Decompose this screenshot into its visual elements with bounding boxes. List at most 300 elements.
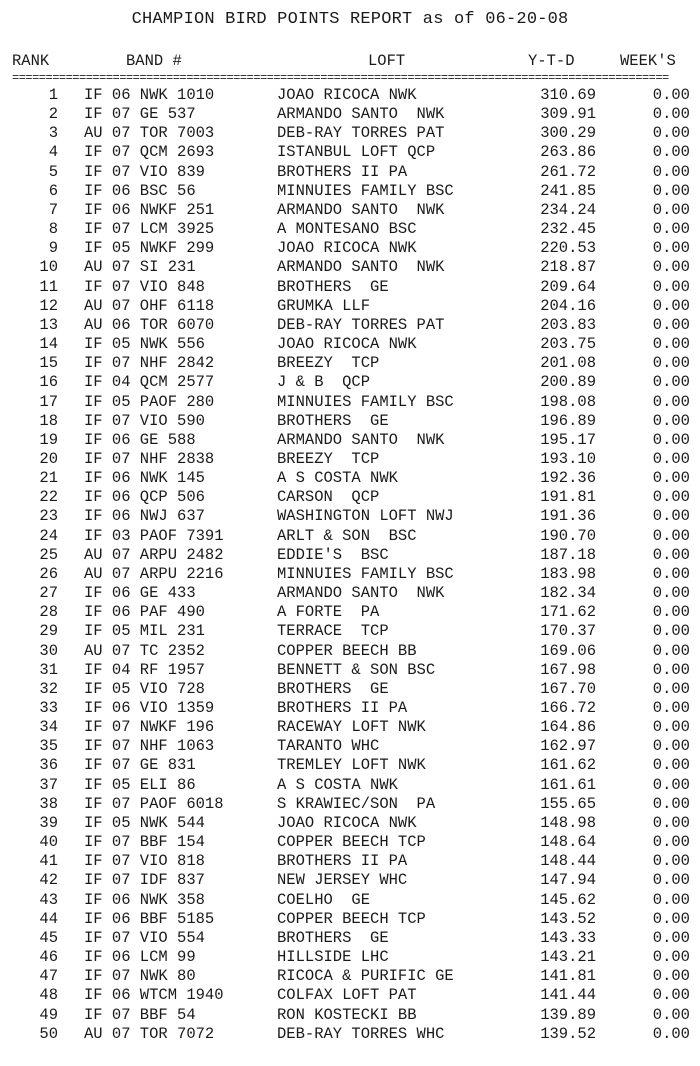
cell-week: 0.00 bbox=[652, 622, 690, 641]
table-row bbox=[0, 124, 700, 143]
cell-band: IF 07 NWK 80 bbox=[84, 967, 196, 986]
header-band: BAND # bbox=[126, 52, 182, 70]
cell-week: 0.00 bbox=[652, 890, 690, 909]
cell-week: 0.00 bbox=[652, 200, 690, 219]
cell-loft: ARMANDO SANTO NWK bbox=[277, 200, 445, 219]
cell-week: 0.00 bbox=[652, 392, 690, 411]
cell-band: IF 05 ELI 86 bbox=[84, 775, 196, 794]
table-row bbox=[0, 469, 700, 488]
cell-loft: BROTHERS II PA bbox=[277, 162, 408, 181]
cell-loft: BROTHERS GE bbox=[277, 277, 389, 296]
cell-band: IF 07 BBF 54 bbox=[84, 1005, 196, 1024]
table-row bbox=[0, 833, 700, 852]
cell-week: 0.00 bbox=[652, 181, 690, 200]
cell-rank: 38 bbox=[39, 794, 58, 813]
cell-loft: ARMANDO SANTO NWK bbox=[277, 430, 445, 449]
cell-loft: A FORTE PA bbox=[277, 603, 380, 622]
cell-loft: JOAO RICOCA NWK bbox=[277, 86, 417, 104]
cell-rank: 29 bbox=[39, 622, 58, 641]
cell-loft: DEB-RAY TORRES WHC bbox=[277, 1024, 445, 1043]
cell-band: IF 06 BBF 5185 bbox=[84, 909, 215, 928]
cell-loft: COPPER BEECH BB bbox=[277, 641, 417, 660]
cell-ytd: 187.18 bbox=[540, 545, 596, 564]
cell-loft: RICOCA & PURIFIC GE bbox=[277, 967, 454, 986]
cell-week: 0.00 bbox=[652, 679, 690, 698]
cell-band: IF 06 VIO 1359 bbox=[84, 699, 215, 717]
cell-week: 0.00 bbox=[652, 162, 690, 181]
cell-week: 0.00 bbox=[652, 967, 690, 986]
cell-rank: 26 bbox=[39, 564, 58, 583]
cell-rank: 31 bbox=[39, 660, 58, 679]
table-row bbox=[0, 163, 700, 182]
cell-week: 0.00 bbox=[652, 124, 690, 143]
cell-rank: 41 bbox=[39, 852, 58, 871]
cell-week: 0.00 bbox=[652, 603, 690, 622]
cell-ytd: 148.44 bbox=[540, 852, 596, 871]
cell-loft: BROTHERS GE bbox=[277, 928, 389, 947]
cell-loft: GRUMKA LLF bbox=[277, 296, 371, 315]
cell-rank: 39 bbox=[39, 813, 58, 832]
table-row bbox=[0, 603, 700, 622]
cell-rank: 27 bbox=[39, 584, 58, 603]
cell-rank: 50 bbox=[39, 1024, 58, 1043]
column-headers bbox=[0, 52, 700, 72]
cell-ytd: 139.52 bbox=[540, 1024, 596, 1043]
cell-week: 0.00 bbox=[652, 584, 690, 603]
cell-band: IF 05 NWKF 299 bbox=[84, 239, 215, 258]
cell-rank: 46 bbox=[39, 948, 58, 967]
cell-ytd: 171.62 bbox=[540, 603, 596, 622]
cell-loft: A S COSTA NWK bbox=[277, 469, 398, 488]
cell-rank: 18 bbox=[39, 411, 58, 430]
cell-loft: ARMANDO SANTO NWK bbox=[277, 258, 445, 277]
cell-rank: 44 bbox=[39, 909, 58, 928]
cell-loft: EDDIE'S BSC bbox=[277, 545, 389, 564]
cell-loft: COPPER BEECH TCP bbox=[277, 909, 426, 928]
header-rank: RANK bbox=[12, 52, 50, 70]
cell-band: IF 07 VIO 848 bbox=[84, 277, 205, 296]
table-row bbox=[0, 220, 700, 239]
cell-rank: 25 bbox=[39, 545, 58, 564]
table-row bbox=[0, 622, 700, 641]
cell-ytd: 191.81 bbox=[540, 488, 596, 507]
cell-band: IF 06 WTCM 1940 bbox=[84, 986, 224, 1005]
cell-rank: 15 bbox=[39, 354, 58, 373]
cell-band: IF 03 PAOF 7391 bbox=[84, 526, 224, 545]
cell-rank: 48 bbox=[39, 986, 58, 1005]
cell-loft: BROTHERS GE bbox=[277, 411, 389, 430]
cell-rank: 47 bbox=[39, 967, 58, 986]
cell-week: 0.00 bbox=[652, 258, 690, 277]
cell-band: AU 07 TC 2352 bbox=[84, 641, 205, 660]
cell-ytd: 191.36 bbox=[540, 507, 596, 526]
cell-rank: 20 bbox=[39, 449, 58, 468]
cell-ytd: 162.97 bbox=[540, 737, 596, 756]
cell-loft: BROTHERS II PA bbox=[277, 699, 408, 717]
cell-rank: 19 bbox=[39, 430, 58, 449]
report-title: CHAMPION BIRD POINTS REPORT as of 06-20-08 bbox=[131, 10, 569, 29]
cell-rank: 22 bbox=[39, 488, 58, 507]
cell-rank: 30 bbox=[39, 641, 58, 660]
cell-rank: 7 bbox=[48, 200, 58, 219]
cell-ytd: 155.65 bbox=[540, 794, 596, 813]
cell-loft: MINNUIES FAMILY BSC bbox=[277, 392, 454, 411]
cell-ytd: 141.44 bbox=[540, 986, 596, 1005]
cell-ytd: 234.24 bbox=[540, 200, 596, 219]
table-row bbox=[0, 527, 700, 546]
cell-ytd: 196.89 bbox=[540, 411, 596, 430]
cell-loft: CARSON QCP bbox=[277, 488, 380, 507]
cell-rank: 5 bbox=[48, 162, 58, 181]
cell-week: 0.00 bbox=[652, 411, 690, 430]
cell-ytd: 198.08 bbox=[540, 392, 596, 411]
cell-rank: 49 bbox=[39, 1005, 58, 1024]
table-row bbox=[0, 852, 700, 871]
cell-band: IF 07 NWKF 196 bbox=[84, 718, 215, 737]
header-ytd: Y-T-D bbox=[528, 52, 575, 70]
cell-rank: 33 bbox=[39, 699, 58, 717]
cell-week: 0.00 bbox=[652, 852, 690, 871]
table-row bbox=[0, 948, 700, 967]
table-row bbox=[0, 143, 700, 162]
cell-rank: 35 bbox=[39, 737, 58, 756]
cell-loft: BREEZY TCP bbox=[277, 449, 380, 468]
cell-rank: 45 bbox=[39, 928, 58, 947]
cell-ytd: 166.72 bbox=[540, 699, 596, 717]
cell-rank: 9 bbox=[48, 239, 58, 258]
cell-rank: 43 bbox=[39, 890, 58, 909]
cell-ytd: 148.98 bbox=[540, 813, 596, 832]
cell-band: IF 05 NWK 544 bbox=[84, 813, 205, 832]
cell-ytd: 143.21 bbox=[540, 948, 596, 967]
cell-ytd: 143.33 bbox=[540, 928, 596, 947]
cell-loft: DEB-RAY TORRES PAT bbox=[277, 124, 445, 143]
table-row bbox=[0, 354, 700, 373]
cell-band: AU 07 ARPU 2216 bbox=[84, 564, 224, 583]
table-row bbox=[0, 756, 700, 775]
cell-week: 0.00 bbox=[652, 794, 690, 813]
cell-rank: 3 bbox=[48, 124, 58, 143]
cell-band: AU 07 ARPU 2482 bbox=[84, 545, 224, 564]
cell-week: 0.00 bbox=[652, 277, 690, 296]
cell-rank: 28 bbox=[39, 603, 58, 622]
cell-loft: BREEZY TCP bbox=[277, 354, 380, 373]
cell-band: IF 04 RF 1957 bbox=[84, 660, 205, 679]
table-row bbox=[0, 891, 700, 910]
cell-rank: 36 bbox=[39, 756, 58, 775]
cell-ytd: 218.87 bbox=[540, 258, 596, 277]
cell-rank: 2 bbox=[48, 105, 58, 124]
cell-band: IF 06 NWKF 251 bbox=[84, 200, 215, 219]
table-row bbox=[0, 680, 700, 699]
cell-band: IF 06 QCP 506 bbox=[84, 488, 205, 507]
table-row bbox=[0, 776, 700, 795]
cell-ytd: 164.86 bbox=[540, 718, 596, 737]
cell-band: IF 07 VIO 590 bbox=[84, 411, 205, 430]
cell-band: IF 06 NWK 1010 bbox=[84, 86, 215, 104]
cell-week: 0.00 bbox=[652, 315, 690, 334]
table-row bbox=[0, 929, 700, 948]
cell-loft: COPPER BEECH TCP bbox=[277, 833, 426, 852]
table-row bbox=[0, 105, 700, 124]
cell-loft: JOAO RICOCA NWK bbox=[277, 239, 417, 258]
cell-band: IF 06 NWK 145 bbox=[84, 469, 205, 488]
cell-band: AU 07 SI 231 bbox=[84, 258, 196, 277]
cell-rank: 16 bbox=[39, 373, 58, 392]
table-row bbox=[0, 258, 700, 277]
table-row bbox=[0, 967, 700, 986]
cell-week: 0.00 bbox=[652, 86, 690, 104]
cell-rank: 13 bbox=[39, 315, 58, 334]
cell-band: IF 07 NHF 2842 bbox=[84, 354, 215, 373]
cell-rank: 10 bbox=[39, 258, 58, 277]
header-loft: LOFT bbox=[368, 52, 406, 70]
cell-band: IF 07 NHF 1063 bbox=[84, 737, 215, 756]
header-week: WEEK'S bbox=[620, 52, 676, 70]
cell-loft: WASHINGTON LOFT NWJ bbox=[277, 507, 454, 526]
cell-band: IF 06 NWK 358 bbox=[84, 890, 205, 909]
cell-loft: BROTHERS GE bbox=[277, 679, 389, 698]
table-row bbox=[0, 450, 700, 469]
cell-rank: 40 bbox=[39, 833, 58, 852]
cell-band: IF 07 GE 537 bbox=[84, 105, 196, 124]
table-row bbox=[0, 699, 700, 718]
cell-band: AU 07 OHF 6118 bbox=[84, 296, 215, 315]
cell-loft: ARLT & SON BSC bbox=[277, 526, 417, 545]
cell-week: 0.00 bbox=[652, 986, 690, 1005]
cell-week: 0.00 bbox=[652, 373, 690, 392]
cell-ytd: 204.16 bbox=[540, 296, 596, 315]
cell-week: 0.00 bbox=[652, 699, 690, 717]
cell-band: IF 07 IDF 837 bbox=[84, 871, 205, 890]
table-row bbox=[0, 642, 700, 661]
cell-ytd: 193.10 bbox=[540, 449, 596, 468]
cell-ytd: 170.37 bbox=[540, 622, 596, 641]
table-row bbox=[0, 431, 700, 450]
table-row bbox=[0, 546, 700, 565]
cell-band: IF 05 VIO 728 bbox=[84, 679, 205, 698]
cell-ytd: 169.06 bbox=[540, 641, 596, 660]
cell-ytd: 203.75 bbox=[540, 335, 596, 354]
cell-week: 0.00 bbox=[652, 507, 690, 526]
cell-ytd: 143.52 bbox=[540, 909, 596, 928]
cell-band: IF 06 NWJ 637 bbox=[84, 507, 205, 526]
cell-ytd: 261.72 bbox=[540, 162, 596, 181]
cell-loft: COELHO GE bbox=[277, 890, 371, 909]
cell-band: IF 05 PAOF 280 bbox=[84, 392, 215, 411]
cell-band: IF 07 VIO 818 bbox=[84, 852, 205, 871]
cell-loft: RACEWAY LOFT NWK bbox=[277, 718, 426, 737]
cell-loft: ISTANBUL LOFT QCP bbox=[277, 143, 436, 162]
cell-ytd: 300.29 bbox=[540, 124, 596, 143]
cell-loft: JOAO RICOCA NWK bbox=[277, 335, 417, 354]
table-row bbox=[0, 565, 700, 584]
cell-rank: 1 bbox=[48, 86, 58, 104]
table-row bbox=[0, 584, 700, 603]
cell-rank: 11 bbox=[39, 277, 58, 296]
cell-loft: BROTHERS II PA bbox=[277, 852, 408, 871]
cell-week: 0.00 bbox=[652, 909, 690, 928]
cell-loft: ARMANDO SANTO NWK bbox=[277, 584, 445, 603]
table-row bbox=[0, 1006, 700, 1025]
cell-loft: ARMANDO SANTO NWK bbox=[277, 105, 445, 124]
cell-band: IF 06 PAF 490 bbox=[84, 603, 205, 622]
table-row bbox=[0, 86, 700, 105]
cell-loft: TERRACE TCP bbox=[277, 622, 389, 641]
cell-week: 0.00 bbox=[652, 545, 690, 564]
cell-ytd: 200.89 bbox=[540, 373, 596, 392]
cell-loft: COLFAX LOFT PAT bbox=[277, 986, 417, 1005]
cell-ytd: 148.64 bbox=[540, 833, 596, 852]
table-row bbox=[0, 297, 700, 316]
cell-band: IF 04 QCM 2577 bbox=[84, 373, 215, 392]
cell-week: 0.00 bbox=[652, 660, 690, 679]
cell-band: IF 07 BBF 154 bbox=[84, 833, 205, 852]
cell-band: IF 05 MIL 231 bbox=[84, 622, 205, 641]
table-row bbox=[0, 278, 700, 297]
table-row bbox=[0, 393, 700, 412]
cell-ytd: 161.62 bbox=[540, 756, 596, 775]
cell-rank: 8 bbox=[48, 220, 58, 239]
cell-ytd: 309.91 bbox=[540, 105, 596, 124]
table-row bbox=[0, 335, 700, 354]
cell-loft: A S COSTA NWK bbox=[277, 775, 398, 794]
cell-band: AU 06 TOR 6070 bbox=[84, 315, 215, 334]
cell-week: 0.00 bbox=[652, 220, 690, 239]
cell-loft: NEW JERSEY WHC bbox=[277, 871, 408, 890]
cell-ytd: 232.45 bbox=[540, 220, 596, 239]
cell-loft: MINNUIES FAMILY BSC bbox=[277, 564, 454, 583]
table-row bbox=[0, 488, 700, 507]
cell-ytd: 167.98 bbox=[540, 660, 596, 679]
cell-week: 0.00 bbox=[652, 239, 690, 258]
cell-week: 0.00 bbox=[652, 105, 690, 124]
cell-ytd: 220.53 bbox=[540, 239, 596, 258]
cell-ytd: 195.17 bbox=[540, 430, 596, 449]
cell-band: IF 07 PAOF 6018 bbox=[84, 794, 224, 813]
cell-ytd: 167.70 bbox=[540, 679, 596, 698]
table-row bbox=[0, 239, 700, 258]
cell-week: 0.00 bbox=[652, 756, 690, 775]
cell-week: 0.00 bbox=[652, 775, 690, 794]
cell-band: IF 06 BSC 56 bbox=[84, 181, 196, 200]
cell-ytd: 147.94 bbox=[540, 871, 596, 890]
cell-week: 0.00 bbox=[652, 143, 690, 162]
cell-week: 0.00 bbox=[652, 335, 690, 354]
cell-band: IF 07 VIO 554 bbox=[84, 928, 205, 947]
cell-loft: JOAO RICOCA NWK bbox=[277, 813, 417, 832]
cell-rank: 17 bbox=[39, 392, 58, 411]
cell-band: IF 07 VIO 839 bbox=[84, 162, 205, 181]
table-row bbox=[0, 412, 700, 431]
cell-ytd: 141.81 bbox=[540, 967, 596, 986]
cell-band: AU 07 TOR 7072 bbox=[84, 1024, 215, 1043]
cell-band: IF 07 LCM 3925 bbox=[84, 220, 215, 239]
cell-loft: A MONTESANO BSC bbox=[277, 220, 417, 239]
cell-week: 0.00 bbox=[652, 718, 690, 737]
table-row bbox=[0, 1025, 700, 1044]
cell-week: 0.00 bbox=[652, 948, 690, 967]
cell-band: AU 07 TOR 7003 bbox=[84, 124, 215, 143]
cell-ytd: 192.36 bbox=[540, 469, 596, 488]
cell-week: 0.00 bbox=[652, 871, 690, 890]
cell-rank: 4 bbox=[48, 143, 58, 162]
cell-week: 0.00 bbox=[652, 641, 690, 660]
cell-band: IF 07 QCM 2693 bbox=[84, 143, 215, 162]
cell-band: IF 07 GE 831 bbox=[84, 756, 196, 775]
cell-ytd: 139.89 bbox=[540, 1005, 596, 1024]
cell-rank: 37 bbox=[39, 775, 58, 794]
report-rows bbox=[0, 86, 700, 1044]
header-divider: ================================================================================================== bbox=[12, 72, 669, 84]
cell-rank: 21 bbox=[39, 469, 58, 488]
cell-ytd: 183.98 bbox=[540, 564, 596, 583]
cell-ytd: 263.86 bbox=[540, 143, 596, 162]
cell-loft: S KRAWIEC/SON PA bbox=[277, 794, 436, 813]
cell-loft: J & B QCP bbox=[277, 373, 371, 392]
cell-week: 0.00 bbox=[652, 526, 690, 545]
cell-ytd: 161.61 bbox=[540, 775, 596, 794]
cell-loft: DEB-RAY TORRES PAT bbox=[277, 315, 445, 334]
table-row bbox=[0, 795, 700, 814]
table-row bbox=[0, 507, 700, 526]
cell-week: 0.00 bbox=[652, 354, 690, 373]
table-row bbox=[0, 871, 700, 890]
cell-week: 0.00 bbox=[652, 833, 690, 852]
cell-loft: HILLSIDE LHC bbox=[277, 948, 389, 967]
cell-band: IF 06 LCM 99 bbox=[84, 948, 196, 967]
cell-week: 0.00 bbox=[652, 449, 690, 468]
cell-week: 0.00 bbox=[652, 469, 690, 488]
cell-rank: 12 bbox=[39, 296, 58, 315]
table-row bbox=[0, 910, 700, 929]
cell-week: 0.00 bbox=[652, 430, 690, 449]
cell-ytd: 190.70 bbox=[540, 526, 596, 545]
cell-week: 0.00 bbox=[652, 488, 690, 507]
cell-ytd: 209.64 bbox=[540, 277, 596, 296]
table-row bbox=[0, 986, 700, 1005]
cell-week: 0.00 bbox=[652, 737, 690, 756]
cell-loft: BENNETT & SON BSC bbox=[277, 660, 436, 679]
cell-week: 0.00 bbox=[652, 564, 690, 583]
cell-band: IF 06 GE 588 bbox=[84, 430, 196, 449]
cell-rank: 34 bbox=[39, 718, 58, 737]
table-row bbox=[0, 182, 700, 201]
cell-week: 0.00 bbox=[652, 928, 690, 947]
cell-rank: 24 bbox=[39, 526, 58, 545]
cell-ytd: 145.62 bbox=[540, 890, 596, 909]
table-row bbox=[0, 814, 700, 833]
table-row bbox=[0, 661, 700, 680]
table-row bbox=[0, 718, 700, 737]
cell-rank: 6 bbox=[48, 181, 58, 200]
table-row bbox=[0, 373, 700, 392]
cell-rank: 23 bbox=[39, 507, 58, 526]
table-row bbox=[0, 737, 700, 756]
cell-ytd: 203.83 bbox=[540, 315, 596, 334]
table-row bbox=[0, 201, 700, 220]
cell-week: 0.00 bbox=[652, 1005, 690, 1024]
table-row bbox=[0, 316, 700, 335]
cell-ytd: 182.34 bbox=[540, 584, 596, 603]
cell-loft: TARANTO WHC bbox=[277, 737, 380, 756]
cell-week: 0.00 bbox=[652, 1024, 690, 1043]
cell-loft: RON KOSTECKI BB bbox=[277, 1005, 417, 1024]
cell-band: IF 05 NWK 556 bbox=[84, 335, 205, 354]
cell-band: IF 06 GE 433 bbox=[84, 584, 196, 603]
cell-rank: 32 bbox=[39, 679, 58, 698]
cell-week: 0.00 bbox=[652, 813, 690, 832]
